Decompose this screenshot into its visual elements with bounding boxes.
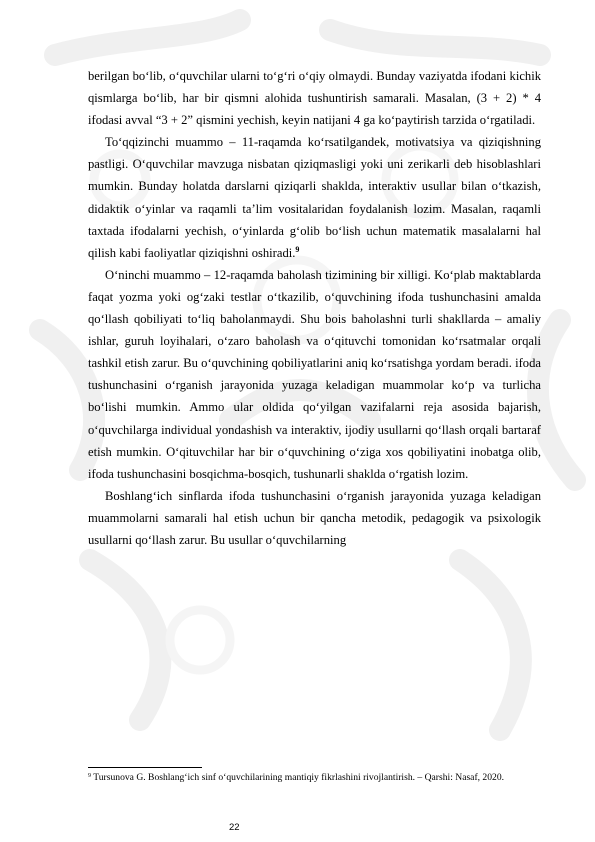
body-text	[88, 65, 541, 551]
footnote-separator	[88, 767, 202, 768]
footnote-text: Tursunova G. Boshlang‘ich sinf o‘quvchilarining mantiqiy fikrlashini rivojlantirish. – Qarshi: Nasaf, 2020.	[91, 772, 505, 783]
paragraph-tenth-problem	[88, 264, 541, 485]
paragraph-ninth-problem	[88, 131, 541, 264]
paragraph-text: berilgan bo‘lib, o‘quvchilar ularni to‘g‘ri o‘qiy olmaydi. Bunday vaziyatda ifodani kichik qismlarga bo‘lib, har bir qismni alohida tushuntirish samarali. Masalan, (3 + 2) * 4 ifodasi avval “3 + 2” qismini yechish, keyin natijani 4 ga ko‘paytirish tarzida o‘rgatiladi.	[88, 69, 541, 128]
footnote-reference[interactable]: 9	[295, 244, 300, 254]
paragraph-continuation	[88, 65, 541, 131]
page-number: 22	[229, 822, 240, 833]
paragraph-text: To‘qqizinchi muammo – 11-raqamda ko‘rsatilgandek, motivatsiya va qiziqishning pastligi. O‘quvchilar mavzuga nisbatan qiziqmasligi yoki uni zerikarli deb hisoblashlari mumkin. Bunday holatda darslarni qiziqarli shaklda, interaktiv usullar bilan o‘tkazish, didaktik o‘yinlar va raqamli ta’lim vositalaridan foydalanish lozim. Masalan, raqamli taxtada ifodalarni yechish, o‘yinlarda g‘olib bo‘lish uchun matematik masalalarni hal qilish kabi faoliyatlar qiziqishni oshiradi.	[88, 135, 541, 260]
paragraph-text: O‘ninchi muammo – 12-raqamda baholash tizimining bir xilligi. Ko‘plab maktablarda faqat yozma yoki og‘zaki testlar o‘tkazilib, o‘quvchining ifoda tushunchasini amalda qo‘llash qobiliyati to‘liq baholanmaydi. Shu bois baholashni turli shakllarda – amaliy ishlar, guruh loyihalari, o‘zaro baholash va o‘qituvchi tomonidan ko‘rsatmalar orqali tashkil etish zarur. Bu o‘quvchining qobiliyatlarini aniq ko‘rsatishga yordam beradi. ifoda tushunchasini o‘rganish jarayonida yuzaga keladigan muammolar ko‘p va turlicha bo‘lishi mumkin. Ammo ular oldida qo‘yilgan vazifalarni reja asosida bajarish, o‘quvchilarga individual yondashish va interaktiv, ijodiy usullarni qo‘llash orqali bartaraf etish mumkin. O‘qituvchilar har bir o‘quvchining o‘ziga xos qobiliyatini inobatga olib, ifoda tushunchasini bosqichma-bosqich, tushunarli shaklda o‘rgatish lozim.	[88, 267, 541, 481]
footnote	[88, 771, 541, 784]
footnote-mark: 9	[88, 773, 91, 779]
paragraph-text: Boshlang‘ich sinflarda ifoda tushunchasini o‘rganish jarayonida yuzaga keladigan muammolarni samarali hal etish uchun bir qancha metodik, pedagogik va psixologik usullarni qo‘llash zarur. Bu usullar o‘quvchilarning	[88, 488, 541, 547]
paragraph-methods	[88, 485, 541, 551]
